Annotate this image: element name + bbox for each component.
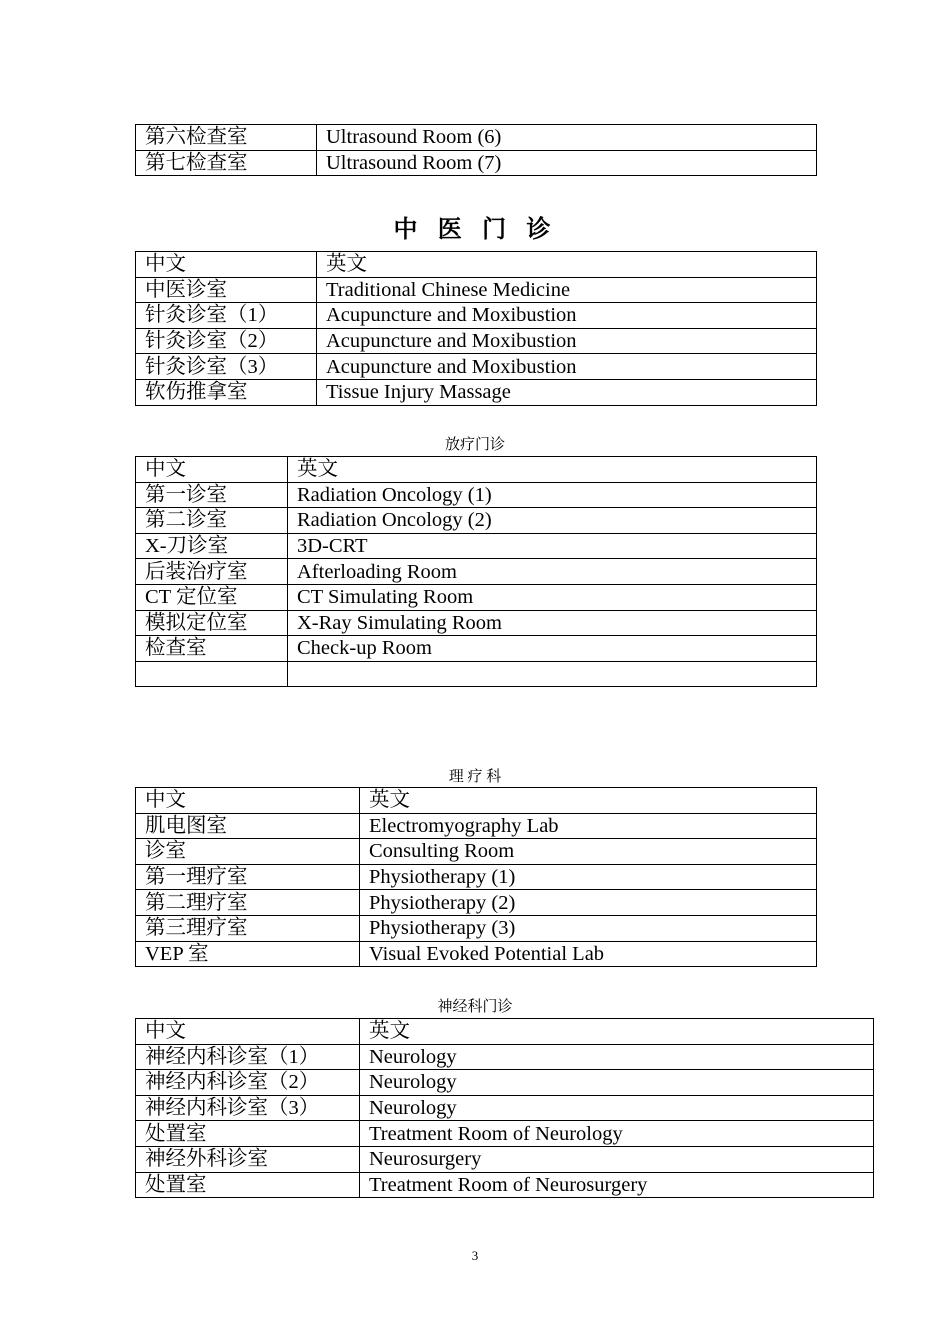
- english-name-cell: Radiation Oncology (1): [288, 482, 817, 508]
- chinese-name-cell: 后装治疗室: [136, 559, 288, 585]
- table-row: [136, 125, 817, 151]
- chinese-name-cell: 第二诊室: [136, 508, 288, 534]
- english-name-cell: X-Ray Simulating Room: [288, 610, 817, 636]
- radiotherapy-table-body: [136, 457, 817, 687]
- table-row: [136, 1070, 874, 1096]
- table-row: [136, 150, 817, 176]
- english-name-cell: Physiotherapy (1): [360, 864, 817, 890]
- english-name-cell: Acupuncture and Moxibustion: [317, 303, 817, 329]
- english-name-cell: Traditional Chinese Medicine: [317, 277, 817, 303]
- table-row: [136, 1146, 874, 1172]
- table-row: [136, 1121, 874, 1147]
- table-row: [136, 890, 817, 916]
- table-row: [136, 610, 817, 636]
- ultrasound-table: [135, 124, 817, 176]
- tcm-table-body: [136, 252, 817, 406]
- physio-table-body: [136, 788, 817, 967]
- physio-title: 理 疗 科: [448, 769, 502, 785]
- ultrasound-table-body: [136, 125, 817, 176]
- english-name-cell: Acupuncture and Moxibustion: [317, 354, 817, 380]
- english-name-cell: Afterloading Room: [288, 559, 817, 585]
- english-name-cell: Ultrasound Room (7): [317, 150, 817, 176]
- table-row: [136, 533, 817, 559]
- chinese-name-cell: 检查室: [136, 636, 288, 662]
- english-name-cell: Neurology: [360, 1070, 874, 1096]
- english-name-cell: Treatment Room of Neurology: [360, 1121, 874, 1147]
- table-row: [136, 559, 817, 585]
- table-row: [136, 328, 817, 354]
- chinese-name-cell: 中文: [136, 457, 288, 483]
- chinese-name-cell: 中文: [136, 252, 317, 278]
- english-name-cell: 英文: [317, 252, 817, 278]
- english-name-cell: Ultrasound Room (6): [317, 125, 817, 151]
- table-row: [136, 1044, 874, 1070]
- table-row: [136, 482, 817, 508]
- english-name-cell: Treatment Room of Neurosurgery: [360, 1172, 874, 1198]
- english-name-cell: Tissue Injury Massage: [317, 379, 817, 405]
- english-name-cell: Consulting Room: [360, 839, 817, 865]
- chinese-name-cell: 模拟定位室: [136, 610, 288, 636]
- chinese-name-cell: [136, 661, 288, 687]
- english-name-cell: Physiotherapy (3): [360, 915, 817, 941]
- table-row: [136, 303, 817, 329]
- table-row: [136, 457, 817, 483]
- english-name-cell: 英文: [360, 788, 817, 814]
- table-row: [136, 1172, 874, 1198]
- chinese-name-cell: 神经内科诊室（2）: [136, 1070, 360, 1096]
- table-row: [136, 379, 817, 405]
- chinese-name-cell: 诊室: [136, 839, 360, 865]
- table-row: [136, 941, 817, 967]
- chinese-name-cell: 针灸诊室（2）: [136, 328, 317, 354]
- chinese-name-cell: 第二理疗室: [136, 890, 360, 916]
- english-name-cell: 3D-CRT: [288, 533, 817, 559]
- table-row: [136, 915, 817, 941]
- table-row: [136, 839, 817, 865]
- english-name-cell: 英文: [360, 1019, 874, 1045]
- chinese-name-cell: 第七检查室: [136, 150, 317, 176]
- english-name-cell: Electromyography Lab: [360, 813, 817, 839]
- chinese-name-cell: 中文: [136, 788, 360, 814]
- physio-table: [135, 787, 817, 967]
- chinese-name-cell: 肌电图室: [136, 813, 360, 839]
- neuro-table-body: [136, 1019, 874, 1198]
- english-name-cell: Physiotherapy (2): [360, 890, 817, 916]
- chinese-name-cell: X-刀诊室: [136, 533, 288, 559]
- table-row: [136, 661, 817, 687]
- chinese-name-cell: 第三理疗室: [136, 915, 360, 941]
- chinese-name-cell: 第一诊室: [136, 482, 288, 508]
- english-name-cell: Neurology: [360, 1095, 874, 1121]
- table-row: [136, 636, 817, 662]
- chinese-name-cell: VEP 室: [136, 941, 360, 967]
- chinese-name-cell: 神经外科诊室: [136, 1146, 360, 1172]
- chinese-name-cell: 第六检查室: [136, 125, 317, 151]
- english-name-cell: Neurosurgery: [360, 1146, 874, 1172]
- neuro-title: 神经科门诊: [437, 999, 513, 1015]
- table-row: [136, 1095, 874, 1121]
- english-name-cell: Acupuncture and Moxibustion: [317, 328, 817, 354]
- table-row: [136, 354, 817, 380]
- english-name-cell: Visual Evoked Potential Lab: [360, 941, 817, 967]
- english-name-cell: CT Simulating Room: [288, 584, 817, 610]
- chinese-name-cell: 软伤推拿室: [136, 379, 317, 405]
- chinese-name-cell: 处置室: [136, 1172, 360, 1198]
- chinese-name-cell: 中文: [136, 1019, 360, 1045]
- chinese-name-cell: 针灸诊室（3）: [136, 354, 317, 380]
- table-row: [136, 1019, 874, 1045]
- table-row: [136, 277, 817, 303]
- chinese-name-cell: 神经内科诊室（1）: [136, 1044, 360, 1070]
- chinese-name-cell: CT 定位室: [136, 584, 288, 610]
- table-row: [136, 584, 817, 610]
- chinese-name-cell: 中医诊室: [136, 277, 317, 303]
- english-name-cell: Neurology: [360, 1044, 874, 1070]
- english-name-cell: [288, 661, 817, 687]
- table-row: [136, 788, 817, 814]
- english-name-cell: 英文: [288, 457, 817, 483]
- table-row: [136, 508, 817, 534]
- page-number: 3: [471, 1248, 479, 1263]
- english-name-cell: Radiation Oncology (2): [288, 508, 817, 534]
- chinese-name-cell: 针灸诊室（1）: [136, 303, 317, 329]
- neuro-table: [135, 1018, 874, 1198]
- chinese-name-cell: 第一理疗室: [136, 864, 360, 890]
- table-row: [136, 252, 817, 278]
- chinese-name-cell: 神经内科诊室（3）: [136, 1095, 360, 1121]
- radiotherapy-title: 放疗门诊: [444, 437, 505, 453]
- radiotherapy-table: [135, 456, 817, 687]
- tcm-table: [135, 251, 817, 406]
- table-row: [136, 813, 817, 839]
- tcm-title: 中 医 门 诊: [393, 215, 557, 243]
- chinese-name-cell: 处置室: [136, 1121, 360, 1147]
- english-name-cell: Check-up Room: [288, 636, 817, 662]
- table-row: [136, 864, 817, 890]
